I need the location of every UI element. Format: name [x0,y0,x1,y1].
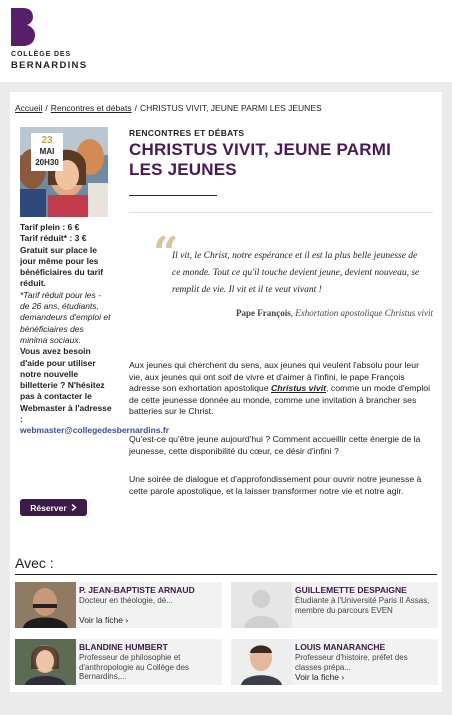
breadcrumb-separator: / [134,103,137,113]
speaker-photo [15,639,76,685]
speaker-photo [231,639,292,685]
speaker-photo-placeholder [231,582,292,628]
speaker-card[interactable] [15,639,222,685]
speaker-card[interactable] [15,582,222,628]
speaker-name: P. JEAN-BAPTISTE ARNAUD [79,585,195,595]
speaker-card[interactable] [231,639,438,685]
speaker-card[interactable] [231,582,438,628]
speaker-name: BLANDINE HUMBERT [79,642,168,652]
pull-quote: Il vit, le Christ, notre espérance et il est la plus belle jeunesse de ce monde. Tout ce qu'il touche devient jeune, devient nouveau, se remplit de vie. Il vit et il te veut vivant ! [172,251,420,295]
speaker-link-label: Voir la fiche [295,672,339,682]
page-title: CHRISTUS VIVIT, JEUNE PARMI LES JEUNES [129,140,392,179]
logo-text-line1: COLLÈGE DES [11,51,72,58]
price-full: Tarif plein : 6 € [20,222,80,232]
title-underline [129,195,217,196]
breadcrumb-current: CHRISTUS VIVIT, JEUNE PARMI LES JEUNES [139,103,322,113]
help-note: Vous avez besoin d'aide pour utiliser notre nouvelle billetterie ? N'hésitez pas à contacter le Webmaster à l'adresse : [20,346,112,425]
article-paragraph-1 [129,360,433,418]
pricing-info [20,222,170,437]
speaker-name: LOUIS MANARANCHE [295,642,386,652]
event-day: 23 [41,135,53,146]
speaker-name: GUILLEMETTE DESPAIGNE [295,585,407,595]
divider [129,212,433,213]
christus-vivit-link[interactable]: Christus vivit [271,383,327,393]
speaker-description: Professeur de philosophie et d'anthropologie au Collège des Bernardins,... [79,653,190,681]
college-logo-icon[interactable] [11,8,35,46]
paragraph-1-text-b: , comme un mode d'emploi de cette jeunesse donnée au monde, comme une invitation à brancher ses batteries sur le Christ. [129,383,431,416]
logo-text-line2: BERNARDINS [11,60,88,71]
event-time: 20H30 [35,158,59,167]
article-category: RENCONTRES ET DÉBATS [129,128,245,138]
site-header [0,0,452,82]
speaker-link-label: Voir la fiche [79,615,123,625]
speaker-profile-link[interactable] [295,672,344,682]
reduced-note: *Tarif réduit pour les - de 26 ans, étudiants, demandeurs d'emploi et bénéficiaires des minima sociaux. [20,289,111,345]
breadcrumb-separator: / [45,103,48,113]
paragraph-1-text-a: Aux jeunes qui cherchent du sens, aux jeunes qui veulent l'absolu pour leur vie, aux jeunes qui ont soif de vivre et d'aimer à l'infini, le pape François adresse son exhortation apostolique [129,360,419,393]
event-date-badge [31,133,63,171]
quote-mark-icon: “ [153,228,179,279]
speaker-description: Professeur d'histoire, préfet des classes prépa... [295,653,408,672]
chevron-right-icon [71,504,77,511]
speakers-divider [15,574,437,575]
reserve-button-label: Réserver [30,502,67,513]
article-paragraph-3: Une soirée de dialogue et d'approfondissement pour ouvrir notre jeunesse à cette parole apostolique, et la laisser transformer notre vie et notre agir. [129,474,422,496]
quote-author: Pape François [236,308,291,318]
speakers-heading: Avec : [15,555,54,571]
webmaster-email-link[interactable]: webmaster@collegedesbernardins.fr [20,425,170,436]
price-reduced: Tarif réduit* : 3 € [20,233,87,244]
speaker-description: Docteur en théologie, dé... [79,596,173,605]
speaker-profile-link[interactable] [79,615,128,625]
breadcrumb-home[interactable]: Accueil [15,103,43,113]
reserve-button[interactable] [20,499,87,516]
breadcrumb [15,103,322,113]
chevron-right-icon: › [341,672,345,682]
event-month: MAI [39,147,55,156]
breadcrumb-section[interactable]: Rencontres et débats [50,103,132,113]
speaker-photo [15,582,76,628]
chevron-right-icon: › [125,615,129,625]
article-paragraph-2: Qu'est-ce qu'être jeune aujourd'hui ? Comment accueillir cette énergie de la jeunesse, cette disponibilité du cœur, ce désir d'infini ? [129,434,421,456]
free-note: Gratuit sur place le jour même pour les bénéficiaires du tarif réduit. [20,244,104,289]
quote-citation [140,308,433,318]
quote-work: , Exhortation apostolique Christus vivit [290,308,433,318]
speaker-description: Étudiante à l'Université Paris II Assas, membre du parcours EVEN [295,596,430,615]
